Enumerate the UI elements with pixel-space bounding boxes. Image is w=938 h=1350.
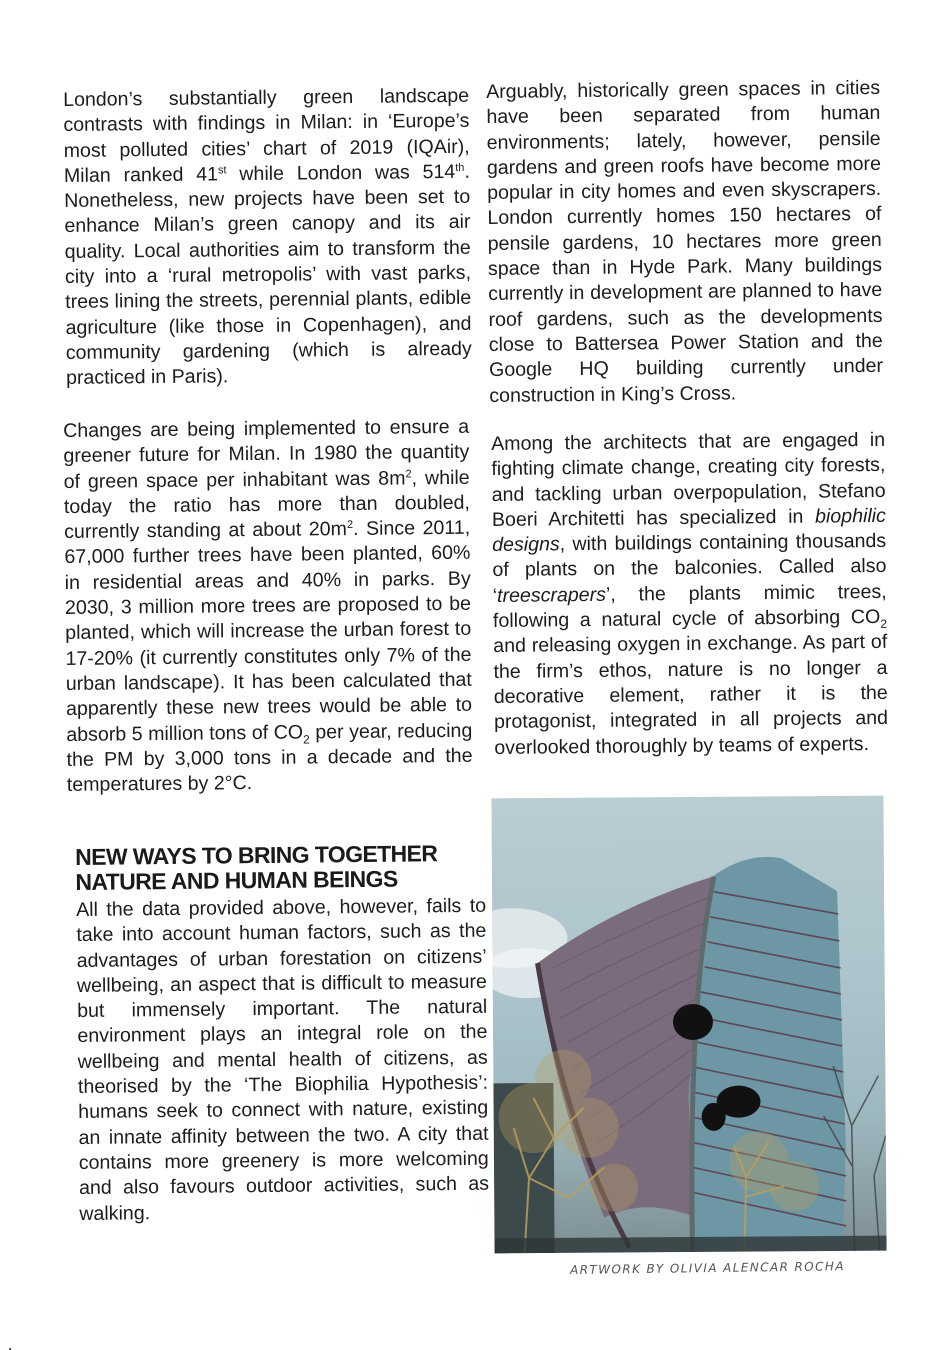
text-run: while London was 514 xyxy=(226,160,456,186)
text-run: London’s substantially green landscape contrasts with findings in Milan: in ‘Europe’s most polluted cities’ chart of 2019 (IQAir), Milan ranked 41 xyxy=(63,84,470,187)
superscript: 2 xyxy=(405,467,412,481)
text-run: Among the architects that are engaged in fighting climate change, creating city forests, and tackling urban overpopulation, Stefano Boeri Architetti has specialized in xyxy=(491,428,886,531)
italic-term: treescrapers xyxy=(496,583,607,607)
text-run: . Nonetheless, new projects have been set to enhance Milan’s green canopy and its air quality. Local authorities aim to transform the city into a ‘rural metropolis’ with vast parks, trees lining the streets, perennial plants, edible agriculture (like those in Copenhagen), and community gardening (which is already practiced in Paris). xyxy=(64,160,472,390)
body-text: All the data provided above, however, fails to take into account human factors, such as the advantages of urban forestation on citizens’ wellbeing, an aspect that is difficult to measure but immensely important. The natural environment plays an integral role on the wellbeing and mental health of citizens, as theorised by the ‘The Biophilia Hypothesis’: humans seek to connect with nature, existing an innate affinity between the two. A city that contains more greenery is more welcoming and also favours outdoor activities, such as walking. xyxy=(76,894,490,1225)
left-paragraph-1 xyxy=(63,84,472,392)
section-heading xyxy=(75,841,496,895)
text-run: . Since 2011, 67,000 further trees have been planted, 60% in residential areas and 40% in parks. By 2030, 3 million more trees are proposed to be planted, which will increase the urban forest to 17-20% (it currently constitutes only 7% of the urban landscape). It has been calculated that apparently these new trees would be able to absorb 5 million tons of CO xyxy=(64,516,473,746)
superscript: st xyxy=(217,164,227,177)
text-run: and releasing oxygen in exchange. As part of the firm’s ethos, nature is no longer a decorative element, rather it is the protagonist, integrated in all projects and overlooked thoroughly by teams of experts. xyxy=(493,631,889,759)
superscript: th xyxy=(455,161,465,174)
left-paragraph-3 xyxy=(76,894,489,1227)
subscript: 2 xyxy=(880,616,888,632)
right-paragraph-2 xyxy=(491,428,888,761)
heading-line-2: NATURE AND HUMAN BEINGS xyxy=(75,865,398,895)
body-text: Arguably, historically green spaces in cities have been separated from human environments; lately, however, pensile gardens and green roofs have become more popular in city homes and even skyscrapers. London currently homes 150 hectares of pensile gardens, 10 hectares more green space than in Hyde Park. Many buildings currently in development are planned to have roof gardens, such as the developments close to Battersea Power Station and the Google HQ building currently under construction in King’s Cross. xyxy=(486,76,884,407)
right-paragraph-1 xyxy=(486,76,883,409)
left-paragraph-2 xyxy=(63,415,473,799)
artwork-credit-caption: ARTWORK BY OLIVIA ALENCAR ROCHA xyxy=(570,1259,845,1277)
superscript: 2 xyxy=(346,519,354,532)
text-run: , while today the ratio has more than doubled, currently standing at about 20m xyxy=(63,466,471,544)
italic-term: biophilic designs xyxy=(492,504,887,557)
subscript: 2 xyxy=(303,731,310,747)
text-run: Changes are being implemented to ensure a greener future for Milan. In 1980 the quantity of green space per inhabitant was 8m xyxy=(63,415,470,493)
skyscraper-artwork-image xyxy=(491,796,886,1254)
text-run: ’, the plants mimic trees, following a natural cycle of absorbing CO xyxy=(492,580,887,633)
building-illustration-icon xyxy=(491,796,886,1254)
text-run: , with buildings containing thousands of plants on the balconies. Called also ‘ xyxy=(492,530,887,607)
text-run: per year, reducing the PM by 3,000 tons in a decade and the temperatures by 2°C. xyxy=(66,719,473,797)
heading-line-1: NEW WAYS TO BRING TOGETHER xyxy=(74,840,438,870)
